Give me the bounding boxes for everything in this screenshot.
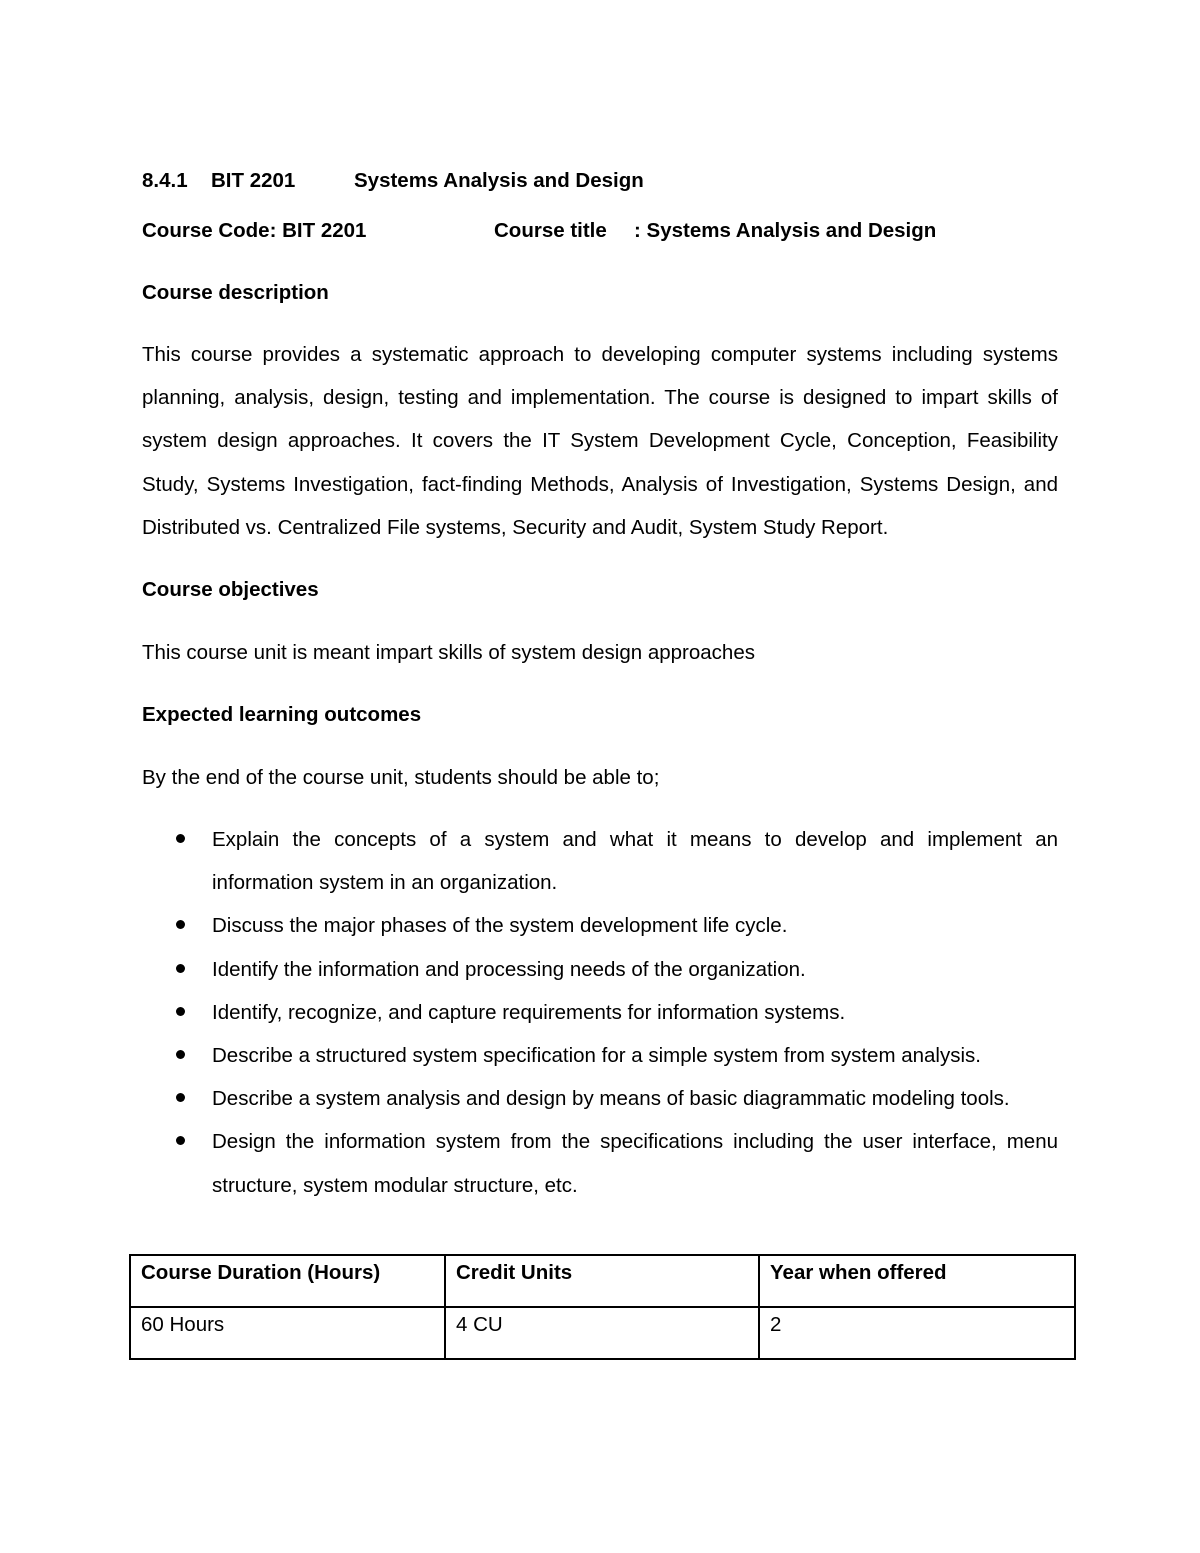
course-title-label: Course title — [494, 219, 607, 242]
learning-outcomes-intro: By the end of the course unit, students should be able to; — [142, 766, 660, 789]
list-item-text: Identify, recognize, and capture requirements for information systems. — [212, 1000, 846, 1024]
list-item — [142, 1034, 1058, 1077]
list-item-text: Explain the concepts of a system and what it means to develop and implement an information system in an organization. — [212, 828, 1058, 895]
course-info-table — [129, 1254, 1076, 1360]
list-item — [142, 948, 1058, 991]
section-title: Systems Analysis and Design — [354, 169, 644, 192]
list-item-text: Discuss the major phases of the system development life cycle. — [212, 914, 788, 938]
list-item — [142, 904, 1058, 947]
bullet-icon — [176, 964, 185, 973]
list-item — [142, 1120, 1058, 1206]
course-description-heading: Course description — [142, 281, 329, 304]
section-number: 8.4.1 — [142, 169, 188, 192]
table-cell: 4 CU — [445, 1307, 759, 1359]
course-code-label: Course Code: BIT 2201 — [142, 219, 367, 242]
list-item-text: Design the information system from the specifications including the user interface, menu structure, system modular structure, etc. — [212, 1130, 1058, 1197]
list-item-text: Describe a system analysis and design by means of basic diagrammatic modeling tools. — [212, 1087, 1010, 1111]
learning-outcomes-list — [142, 818, 1058, 1207]
list-item — [142, 818, 1058, 904]
bullet-icon — [176, 920, 185, 929]
list-item-text: Describe a structured system specification for a simple system from system analysis. — [212, 1044, 981, 1068]
course-title-value: : Systems Analysis and Design — [634, 219, 937, 242]
table-row — [130, 1307, 1075, 1359]
bullet-icon — [176, 1093, 185, 1102]
table-header-row — [130, 1255, 1075, 1307]
bullet-icon — [176, 1136, 185, 1145]
bullet-icon — [176, 1050, 185, 1059]
table-header-cell: Year when offered — [759, 1255, 1075, 1307]
list-item — [142, 991, 1058, 1034]
table-header-cell: Credit Units — [445, 1255, 759, 1307]
learning-outcomes-heading: Expected learning outcomes — [142, 703, 422, 726]
bullet-icon — [176, 1007, 185, 1016]
list-item — [142, 1077, 1058, 1120]
section-course-code: BIT 2201 — [211, 169, 296, 192]
table-cell: 2 — [759, 1307, 1075, 1359]
list-item-text: Identify the information and processing needs of the organization. — [212, 957, 806, 981]
course-description-text: This course provides a systematic approach to developing computer systems including systems planning, analysis, design, testing and implementation. The course is designed to impart skills of system design approaches. It covers the IT System Development Cycle, Conception, Feasibility Study, Systems Investigation, fact-finding Methods, Analysis of Investigation, Systems Design, and Distributed vs. Centralized File systems, Security and Audit, System Study Report. — [142, 343, 1058, 539]
course-objectives-heading: Course objectives — [142, 578, 319, 601]
table-cell: 60 Hours — [130, 1307, 445, 1359]
bullet-icon — [176, 834, 185, 843]
table-header-cell: Course Duration (Hours) — [130, 1255, 445, 1307]
course-objectives-text: This course unit is meant impart skills of system design approaches — [142, 641, 755, 664]
